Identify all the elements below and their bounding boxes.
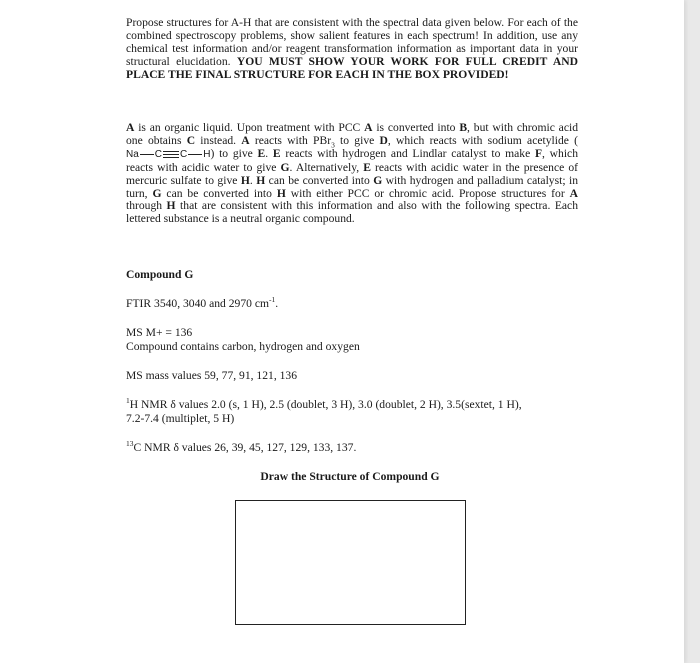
ms-line: MS M+ = 136 (126, 326, 193, 339)
c-nmr-line: $^{13}$C NMR δ values 26, 39, 45, 127, 129, 133, 137. (126, 439, 357, 454)
sodium-acetylide-structure: Na C C H (126, 148, 211, 160)
ftir-line: FTIR 3540, 3040 and 2970 $cm^{-1}$. (126, 295, 279, 310)
ms-mass-line: MS mass values 59, 77, 91, 121, 136 (126, 369, 298, 382)
answer-box[interactable] (235, 500, 466, 625)
h-nmr-line: $^1$H NMR δ values 2.0 (s, 1 H), 2.5 (doublet, 3 H), 3.0 (doublet, 2 H), 3.5(sextet, 1 H), (126, 396, 522, 411)
h-nmr-line-2: 7.2-7.4 (multiplet, 5 H) (126, 412, 235, 425)
instructions-emphasis: YOU MUST SHOW YOUR WORK FOR FULL CREDIT AND PLACE THE FINAL STRUCTURE FOR EACH IN THE BOX PROVIDED! (126, 54, 578, 81)
composition-line: Compound contains carbon, hydrogen and oxygen (126, 340, 360, 353)
problem-paragraph: A is an organic liquid. Upon treatment with PCC A is converted into B, but with chromic acid one obtains C instead. A reacts with PBr$_3$ to give D, which reacts with sodium acetylide (Na C C H) to give E. E reacts with hydrogen and Lindlar catalyst to make F, which reacts with acidic water to give G. Alternatively, E reacts with acidic water in the presence of mercuric sulfate to give H. H can be converted into G with hydrogen and palladium catalyst; in turn, G can be converted into H with either PCC or chromic acid. Propose structures for A through H that are consistent with this information and also with the following spectra. Each lettered substance is a neutral organic compound. (126, 121, 579, 226)
compound-heading: Compound G (126, 268, 194, 281)
answer-caption: Draw the Structure of Compound G (260, 470, 440, 483)
instructions-paragraph: Propose structures for A-H that are consistent with the spectral data given below. For each of the combined spectroscopy problems, show salient features in each spectrum! In addition, use any chemical test information and/or reagent transformation information as important data in your structural elucidation. YOU MUST SHOW YOUR WORK FOR FULL CREDIT AND PLACE THE FINAL STRUCTURE FOR EACH IN THE BOX PROVIDED! (126, 16, 578, 81)
